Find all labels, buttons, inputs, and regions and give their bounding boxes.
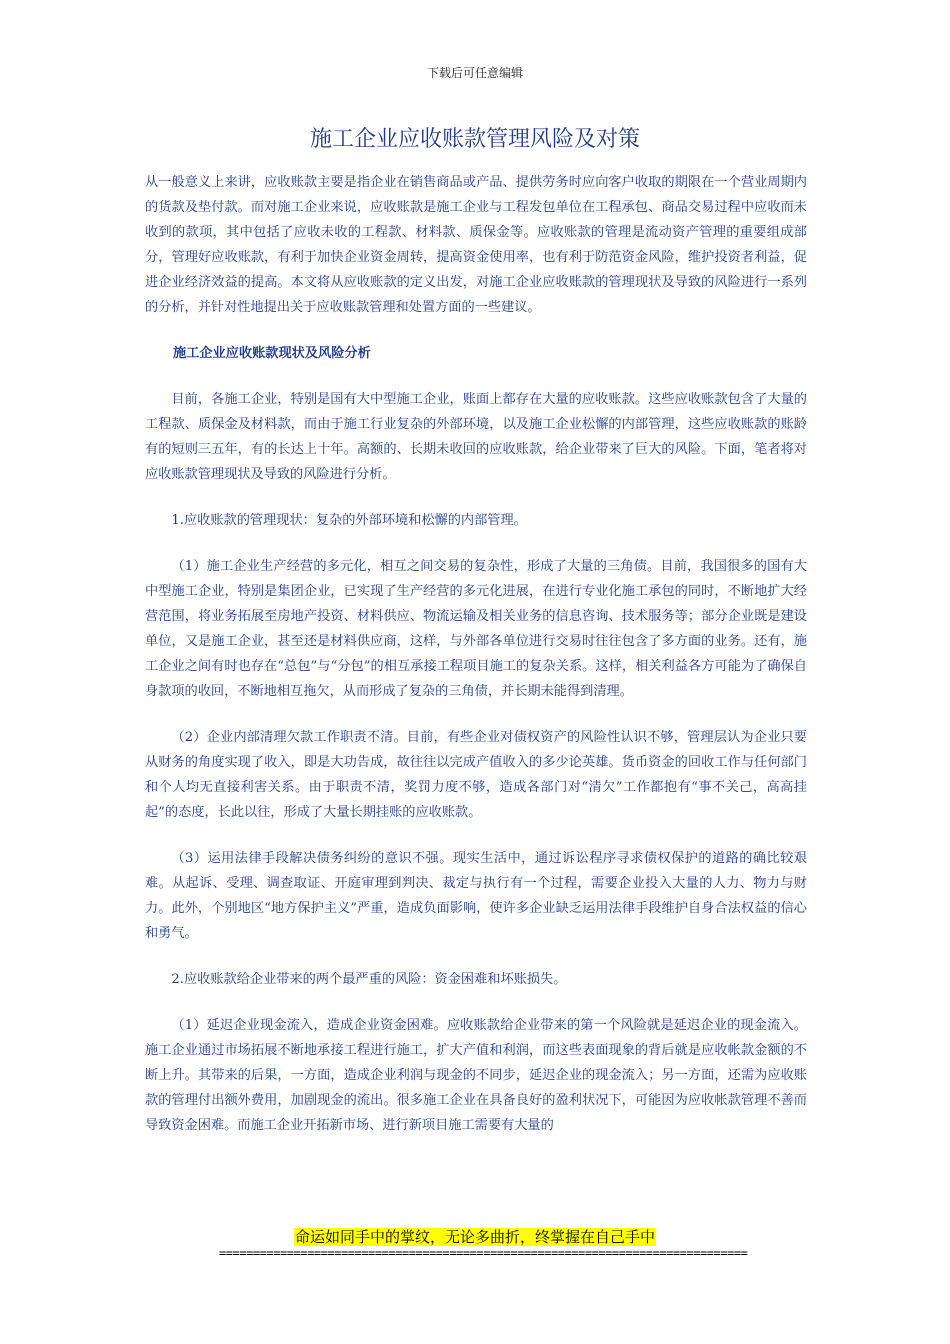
point-1-title: 1.应收账款的管理现状：复杂的外部环境和松懈的内部管理。	[171, 513, 527, 528]
footer-motto-text: 命运如同手中的掌纹，无论多曲折，终掌握在自己手中	[294, 1228, 655, 1246]
point-1-c-paragraph: （3）运用法律手段解决债务纠纷的意识不强。现实生活中，通过诉讼程序寻求债权保护的道路的确比较艰难。从起诉、受理、调查取证、开庭审理到判决、裁定与执行有一个过程，需要企业投入大量的人力、物力与财力。此外，个别地区“地方保护主义”严重，造成负面影响，使许多企业缺乏运用法律手段维护自身合法权益的信心和勇气。	[145, 851, 807, 941]
footer-divider-rule: ==============================================================================	[219, 1246, 748, 1260]
document-title: 施工企业应收账款管理风险及对策	[309, 127, 640, 152]
section-paragraph: 目前，各施工企业，特别是国有大中型施工企业，账面上都存在大量的应收账款。这些应收账款包含了大量的工程款、质保金及材料款，而由于施工行业复杂的外部环境，以及施工企业松懈的内部管理，这些应收账款的账龄有的短则三五年，有的长达上十年。高额的、长期未收回的应收账款，给企业带来了巨大的风险。下面，笔者将对应收账款管理现状及导致的风险进行分析。	[145, 392, 807, 482]
point-1-b-paragraph: （2）企业内部清理欠款工作职责不清。目前，有些企业对债权资产的风险性认识不够，管理层认为企业只要从财务的角度实现了收入，即是大功告成，故往往以完成产值收入的多少论英雄。货币资金的回收工作与任何部门和个人均无直接利害关系。由于职责不清，奖罚力度不够，造成各部门对“清欠”工作都抱有“事不关己，高高挂起”的态度，长此以往，形成了大量长期挂账的应收账款。	[145, 730, 807, 820]
intro-paragraph: 从一般意义上来讲，应收账款主要是指企业在销售商品或产品、提供劳务时应向客户收取的期限在一个营业周期内的货款及垫付款。而对施工企业来说，应收账款是施工企业与工程发包单位在工程承包、商品交易过程中应收而未收到的款项，其中包括了应收未收的工程款、材料款、质保金等。应收账款的管理是流动资产管理的重要组成部分，管理好应收账款，有利于加快企业资金周转，提高资金使用率，也有利于防范资金风险，维护投资者利益，促进企业经济效益的提高。本文将从应收账款的定义出发，对施工企业应收账款的管理现状及导致的风险进行一系列的分析，并针对性地提出关于应收账款管理和处置方面的一些建议。	[145, 175, 807, 315]
footer-motto	[0, 1226, 950, 1248]
point-2-title: 2.应收账款给企业带来的两个最严重的风险：资金困难和坏账损失。	[171, 972, 567, 987]
point-2-a-paragraph: （1）延迟企业现金流入，造成企业资金困难。应收账款给企业带来的第一个风险就是延迟企业的现金流入。施工企业通过市场拓展不断地承接工程进行施工，扩大产值和利润，而这些表面现象的背后就是应收帐款金额的不断上升。其带来的后果，一方面，造成企业利润与现金的不同步，延迟企业的现金流入；另一方面，还需为应收账款的管理付出额外费用，加剧现金的流出。很多施工企业在具备良好的盈利状况下，可能因为应收帐款管理不善而导致资金困难。而施工企业开拓新市场、进行新项目施工需要有大量的	[145, 1018, 807, 1133]
point-1-a-paragraph: （1）施工企业生产经营的多元化，相互之间交易的复杂性，形成了大量的三角债。目前，我国很多的国有大中型施工企业，特别是集团企业，已实现了生产经营的多元化进展，在进行专业化施工承包的同时，不断地扩大经营范围，将业务拓展至房地产投资、材料供应、物流运输及相关业务的信息咨询、技术服务等；部分企业既是建设单位，又是施工企业，甚至还是材料供应商，这样，与外部各单位进行交易时往往包含了多方面的业务。还有，施工企业之间有时也存在“总包”与“分包”的相互承接工程项目施工的复杂关系。这样，相关利益各方可能为了确保自身款项的收回，不断地相互拖欠，从而形成了复杂的三角债，并长期未能得到清理。	[145, 559, 807, 699]
section-heading: 施工企业应收账款现状及风险分析	[173, 346, 371, 361]
page-header-note: 下载后可任意编辑	[426, 66, 523, 80]
document-body	[145, 170, 807, 1159]
